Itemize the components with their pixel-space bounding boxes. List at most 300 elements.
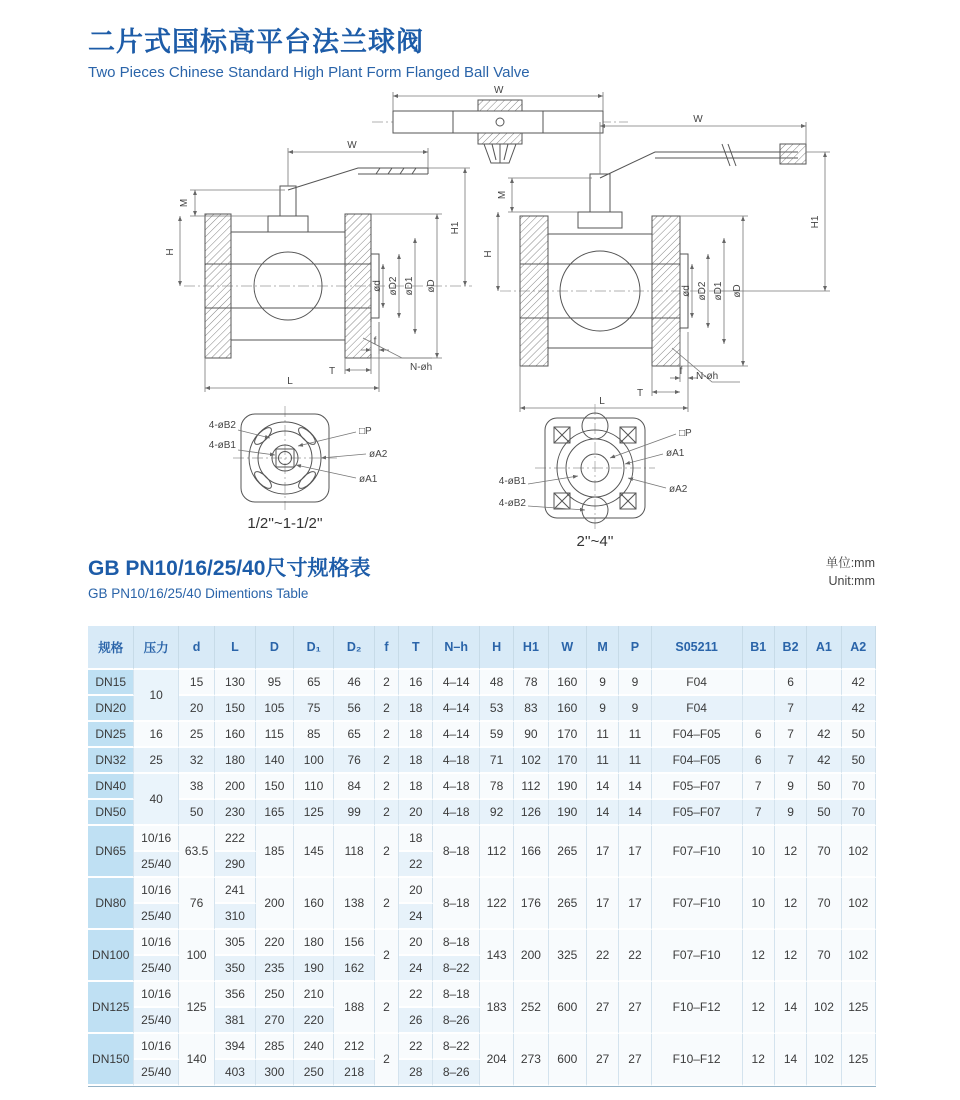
table-cell: 6 — [743, 722, 775, 748]
table-cell: 50 — [842, 748, 876, 774]
table-cell: 2 — [375, 748, 399, 774]
table-cell: 2 — [375, 722, 399, 748]
table-cell: 20 — [399, 800, 433, 826]
section-header — [88, 552, 370, 601]
table-cell: 600 — [549, 1034, 587, 1086]
table-cell: 25/40 — [134, 852, 178, 878]
table-cell: DN15 — [88, 670, 134, 696]
table-cell: 143 — [480, 930, 514, 982]
table-row — [88, 826, 876, 852]
table-cell: 200 — [215, 774, 255, 800]
table-cell: 8–18 — [433, 826, 479, 878]
table-cell: 18 — [399, 696, 433, 722]
column-header: H1 — [514, 626, 548, 670]
column-header: 压力 — [134, 626, 178, 670]
table-cell: 305 — [215, 930, 255, 956]
table-cell: 190 — [549, 800, 587, 826]
table-cell: 188 — [334, 982, 374, 1034]
table-cell: 10 — [134, 670, 178, 722]
table-cell: 24 — [399, 904, 433, 930]
table-cell: 2 — [375, 774, 399, 800]
table-cell: 105 — [256, 696, 294, 722]
technical-drawings — [80, 86, 880, 548]
page-header — [88, 20, 530, 81]
dim-label-m: M — [497, 190, 508, 200]
table-cell: 18 — [399, 722, 433, 748]
table-cell: 83 — [514, 696, 548, 722]
table-cell: 42 — [807, 722, 841, 748]
table-cell: 14 — [587, 800, 619, 826]
table-cell: 18 — [399, 826, 433, 852]
table-cell: 222 — [215, 826, 255, 852]
dim-label-w: W — [494, 86, 504, 96]
table-cell: 11 — [619, 722, 651, 748]
table-cell: 8–26 — [433, 1060, 479, 1086]
table-cell: 218 — [334, 1060, 374, 1086]
flange-view-small-drawing — [209, 406, 388, 532]
table-cell: 75 — [294, 696, 334, 722]
table-cell: 403 — [215, 1060, 255, 1086]
table-cell: 183 — [480, 982, 514, 1034]
table-cell: 76 — [179, 878, 215, 930]
column-header: B2 — [775, 626, 807, 670]
table-cell: 9 — [587, 696, 619, 722]
table-cell: F05–F07 — [652, 800, 743, 826]
table-cell: 165 — [256, 800, 294, 826]
table-cell: 176 — [514, 878, 548, 930]
table-cell: 90 — [514, 722, 548, 748]
table-cell: F10–F12 — [652, 982, 743, 1034]
table-cell: 240 — [294, 1034, 334, 1060]
table-cell: DN65 — [88, 826, 134, 878]
table-cell: 265 — [549, 826, 587, 878]
dim-label-w: W — [693, 114, 703, 125]
unit-note-zh: 单位:mm — [825, 556, 875, 570]
table-cell: 25/40 — [134, 904, 178, 930]
flange-large-caption: 2''~4'' — [576, 533, 614, 548]
table-cell: 76 — [334, 748, 374, 774]
table-cell: 2 — [375, 696, 399, 722]
dim-label-od-flange: øD — [426, 279, 437, 293]
table-cell: F07–F10 — [652, 826, 743, 878]
dim-label-od: ød — [681, 285, 692, 297]
table-cell: 310 — [215, 904, 255, 930]
table-cell: 235 — [256, 956, 294, 982]
table-cell: F04–F05 — [652, 722, 743, 748]
table-cell: 50 — [179, 800, 215, 826]
table-cell: 22 — [399, 982, 433, 1008]
table-cell: 11 — [587, 748, 619, 774]
table-cell: 394 — [215, 1034, 255, 1060]
dim-label-od1: øD1 — [404, 276, 415, 296]
table-cell: DN20 — [88, 696, 134, 722]
table-cell: 250 — [256, 982, 294, 1008]
flange-label-b1: 4-øB1 — [208, 440, 236, 451]
dim-label-t: T — [636, 388, 644, 399]
table-cell: DN150 — [88, 1034, 134, 1086]
table-cell: 115 — [256, 722, 294, 748]
dim-label-w: W — [347, 140, 357, 151]
table-cell: 59 — [480, 722, 514, 748]
table-cell: DN25 — [88, 722, 134, 748]
table-cell: 2 — [375, 930, 399, 982]
table-cell: 70 — [807, 826, 841, 878]
table-cell: 230 — [215, 800, 255, 826]
table-cell: 70 — [842, 774, 876, 800]
table-cell: 27 — [587, 1034, 619, 1086]
handle-top-view-drawing — [372, 86, 628, 163]
table-cell: 204 — [480, 1034, 514, 1086]
table-cell: 27 — [619, 1034, 651, 1086]
table-cell: 7 — [775, 748, 807, 774]
table-cell: 252 — [514, 982, 548, 1034]
table-cell: 170 — [549, 748, 587, 774]
table-cell: 78 — [480, 774, 514, 800]
table-cell: 102 — [842, 930, 876, 982]
table-cell: 20 — [399, 930, 433, 956]
table-cell: 300 — [256, 1060, 294, 1086]
table-cell: 4–18 — [433, 800, 479, 826]
flange-label-b1: 4-øB1 — [498, 476, 526, 487]
table-cell — [743, 670, 775, 696]
column-header: 规格 — [88, 626, 134, 670]
table-cell: 42 — [807, 748, 841, 774]
table-cell: 10/16 — [134, 982, 178, 1008]
dim-label-od-flange: øD — [732, 284, 743, 298]
column-header: N–h — [433, 626, 479, 670]
table-cell: 150 — [256, 774, 294, 800]
table-cell: 112 — [514, 774, 548, 800]
table-cell: 25/40 — [134, 1060, 178, 1086]
table-cell: 4–14 — [433, 722, 479, 748]
spec-table-body — [88, 670, 876, 1086]
dim-label-h: H — [165, 248, 176, 256]
table-cell: 8–18 — [433, 878, 479, 930]
flange-label-a2: øA2 — [369, 449, 388, 460]
table-row — [88, 982, 876, 1008]
table-cell: 160 — [549, 696, 587, 722]
column-header: H — [480, 626, 514, 670]
table-cell: 71 — [480, 748, 514, 774]
table-cell: 12 — [775, 930, 807, 982]
table-cell: 4–14 — [433, 696, 479, 722]
table-cell: 84 — [334, 774, 374, 800]
table-cell: 122 — [480, 878, 514, 930]
dim-label-f: f — [679, 366, 683, 377]
unit-note — [826, 554, 875, 590]
table-cell: 85 — [294, 722, 334, 748]
table-cell: 9 — [619, 696, 651, 722]
table-cell: 27 — [619, 982, 651, 1034]
table-cell: 7 — [743, 774, 775, 800]
table-cell: 8–18 — [433, 982, 479, 1008]
table-cell: 28 — [399, 1060, 433, 1086]
table-cell: 4–18 — [433, 774, 479, 800]
table-cell: 92 — [480, 800, 514, 826]
table-cell: 25/40 — [134, 1008, 178, 1034]
table-cell: F07–F10 — [652, 878, 743, 930]
table-cell: 140 — [179, 1034, 215, 1086]
table-cell: DN40 — [88, 774, 134, 800]
table-cell: 10 — [743, 878, 775, 930]
table-cell: 100 — [179, 930, 215, 982]
dimensions-table — [88, 626, 876, 1087]
table-row — [88, 670, 876, 696]
table-cell: 17 — [619, 826, 651, 878]
table-cell: 6 — [743, 748, 775, 774]
flange-label-p: □P — [679, 428, 692, 439]
section-subtitle: GB PN10/16/25/40 Dimentions Table — [88, 586, 309, 601]
table-cell: 40 — [134, 774, 178, 826]
table-cell: F04 — [652, 670, 743, 696]
table-cell: 27 — [587, 982, 619, 1034]
table-cell — [807, 670, 841, 696]
column-header: B1 — [743, 626, 775, 670]
table-cell: 156 — [334, 930, 374, 956]
table-cell: 95 — [256, 670, 294, 696]
table-cell: 8–22 — [433, 956, 479, 982]
table-cell: 273 — [514, 1034, 548, 1086]
table-cell: 8–22 — [433, 1034, 479, 1060]
table-cell: 130 — [215, 670, 255, 696]
section-title: GB PN10/16/25/40尺寸规格表 — [88, 557, 371, 580]
dim-label-m: M — [179, 198, 190, 208]
table-cell: 10 — [743, 826, 775, 878]
table-cell: 38 — [179, 774, 215, 800]
table-cell: 25 — [179, 722, 215, 748]
table-cell: 16 — [399, 670, 433, 696]
table-cell: 7 — [743, 800, 775, 826]
table-cell: 2 — [375, 800, 399, 826]
table-cell: 46 — [334, 670, 374, 696]
table-cell: 17 — [587, 826, 619, 878]
table-cell: 220 — [256, 930, 294, 956]
flange-label-p: □P — [359, 426, 372, 437]
table-cell: 290 — [215, 852, 255, 878]
column-header: P — [619, 626, 651, 670]
table-cell: F04 — [652, 696, 743, 722]
table-cell: 14 — [775, 1034, 807, 1086]
table-cell: 99 — [334, 800, 374, 826]
table-cell: 26 — [399, 1008, 433, 1034]
table-cell: 53 — [480, 696, 514, 722]
table-cell: 125 — [179, 982, 215, 1034]
table-cell: DN80 — [88, 878, 134, 930]
flange-small-caption: 1/2''~1-1/2'' — [247, 515, 323, 532]
table-row — [88, 748, 876, 774]
table-cell: 10/16 — [134, 878, 178, 904]
table-cell: 65 — [294, 670, 334, 696]
table-cell: 2 — [375, 826, 399, 878]
table-cell: 125 — [842, 1034, 876, 1086]
table-cell: 170 — [549, 722, 587, 748]
table-cell: 14 — [587, 774, 619, 800]
table-cell — [743, 696, 775, 722]
table-cell: 160 — [215, 722, 255, 748]
table-cell: 20 — [179, 696, 215, 722]
table-row — [88, 696, 876, 722]
table-cell: 12 — [743, 982, 775, 1034]
table-cell: 126 — [514, 800, 548, 826]
table-cell: 20 — [399, 878, 433, 904]
dim-label-od: ød — [372, 280, 383, 292]
table-cell: 166 — [514, 826, 548, 878]
table-cell: 350 — [215, 956, 255, 982]
table-cell: 185 — [256, 826, 294, 878]
table-cell: 381 — [215, 1008, 255, 1034]
table-cell: F07–F10 — [652, 930, 743, 982]
table-cell: 22 — [399, 1034, 433, 1060]
table-cell: 112 — [480, 826, 514, 878]
table-cell: 162 — [334, 956, 374, 982]
column-header: f — [375, 626, 399, 670]
table-cell: 2 — [375, 670, 399, 696]
column-header: M — [587, 626, 619, 670]
table-cell: 212 — [334, 1034, 374, 1060]
table-cell: 2 — [375, 1034, 399, 1086]
table-cell: 241 — [215, 878, 255, 904]
flange-label-b2: 4-øB2 — [498, 498, 526, 509]
table-cell: 9 — [775, 800, 807, 826]
dimensions-table-wrap — [88, 626, 876, 1087]
table-cell: 12 — [743, 1034, 775, 1086]
table-cell: 63.5 — [179, 826, 215, 878]
dim-label-n-oh: N-øh — [410, 362, 433, 373]
table-cell: 50 — [807, 774, 841, 800]
table-cell: 138 — [334, 878, 374, 930]
table-cell: DN125 — [88, 982, 134, 1034]
table-row — [88, 774, 876, 800]
flange-label-b2: 4-øB2 — [208, 420, 236, 431]
table-cell: 160 — [549, 670, 587, 696]
table-cell: 102 — [807, 982, 841, 1034]
table-cell: 78 — [514, 670, 548, 696]
valve-drawing-svg — [80, 86, 880, 548]
table-cell: 110 — [294, 774, 334, 800]
table-cell: 11 — [587, 722, 619, 748]
table-cell: 10/16 — [134, 1034, 178, 1060]
table-cell: 2 — [375, 878, 399, 930]
column-header: W — [549, 626, 587, 670]
table-cell: 102 — [807, 1034, 841, 1086]
dim-label-f: f — [373, 336, 377, 347]
dim-label-n-oh: N-øh — [696, 371, 719, 382]
table-cell: 16 — [134, 722, 178, 748]
table-cell: 9 — [619, 670, 651, 696]
table-cell: 48 — [480, 670, 514, 696]
dim-label-h1: H1 — [810, 215, 821, 229]
table-cell: 102 — [842, 826, 876, 878]
valve-front-view-small-drawing — [165, 140, 472, 392]
table-cell: 600 — [549, 982, 587, 1034]
table-cell: 102 — [514, 748, 548, 774]
table-cell: 25 — [134, 748, 178, 774]
table-cell: 160 — [294, 878, 334, 930]
table-cell: 250 — [294, 1060, 334, 1086]
column-header: T — [399, 626, 433, 670]
dim-label-h: H — [483, 250, 494, 258]
table-cell: 6 — [775, 670, 807, 696]
table-cell: 24 — [399, 956, 433, 982]
column-header: D — [256, 626, 294, 670]
table-cell: 25/40 — [134, 956, 178, 982]
table-cell: 285 — [256, 1034, 294, 1060]
table-cell: 145 — [294, 826, 334, 878]
table-cell: 12 — [743, 930, 775, 982]
table-cell: 70 — [807, 878, 841, 930]
table-cell: 265 — [549, 878, 587, 930]
table-cell: 325 — [549, 930, 587, 982]
table-cell: 18 — [399, 748, 433, 774]
page-subtitle: Two Pieces Chinese Standard High Plant Form Flanged Ball Valve — [88, 64, 530, 81]
table-cell: 42 — [842, 696, 876, 722]
flange-label-a2: øA2 — [669, 484, 688, 495]
table-cell: 125 — [842, 982, 876, 1034]
table-cell: F05–F07 — [652, 774, 743, 800]
table-cell: 17 — [587, 878, 619, 930]
column-header: S05211 — [652, 626, 743, 670]
table-cell: 42 — [842, 670, 876, 696]
table-cell — [807, 696, 841, 722]
table-cell: DN32 — [88, 748, 134, 774]
table-cell: 7 — [775, 722, 807, 748]
table-cell: 2 — [375, 982, 399, 1034]
column-header: L — [215, 626, 255, 670]
table-cell: F10–F12 — [652, 1034, 743, 1086]
table-cell: 10/16 — [134, 826, 178, 852]
table-cell: 100 — [294, 748, 334, 774]
table-cell: DN50 — [88, 800, 134, 826]
table-cell: 200 — [514, 930, 548, 982]
page-title: 二片式国标高平台法兰球阀 — [88, 27, 424, 57]
table-cell: 180 — [215, 748, 255, 774]
table-cell: 70 — [807, 930, 841, 982]
flange-label-a1: øA1 — [666, 448, 685, 459]
table-cell: 14 — [775, 982, 807, 1034]
table-cell: 8–26 — [433, 1008, 479, 1034]
spec-table-header-row — [88, 626, 876, 670]
flange-label-a1: øA1 — [359, 474, 378, 485]
column-header: D₁ — [294, 626, 334, 670]
column-header: A2 — [842, 626, 876, 670]
dim-label-l: L — [599, 396, 605, 407]
table-cell: DN100 — [88, 930, 134, 982]
column-header: D₂ — [334, 626, 374, 670]
table-cell: 18 — [399, 774, 433, 800]
table-cell: 9 — [587, 670, 619, 696]
table-cell: 200 — [256, 878, 294, 930]
table-cell: 180 — [294, 930, 334, 956]
valve-front-view-large-drawing — [483, 114, 830, 412]
table-cell: 17 — [619, 878, 651, 930]
table-cell: 12 — [775, 826, 807, 878]
table-cell: 9 — [775, 774, 807, 800]
table-cell: 102 — [842, 878, 876, 930]
table-cell: 4–14 — [433, 670, 479, 696]
table-cell: 4–18 — [433, 748, 479, 774]
unit-note-en: Unit:mm — [828, 574, 875, 589]
dim-label-od2: øD2 — [388, 276, 399, 296]
table-cell: 118 — [334, 826, 374, 878]
dim-label-od2: øD2 — [697, 281, 708, 301]
table-cell: 7 — [775, 696, 807, 722]
table-cell: 14 — [619, 800, 651, 826]
table-cell: 140 — [256, 748, 294, 774]
table-row — [88, 800, 876, 826]
table-cell: 70 — [842, 800, 876, 826]
table-cell: 11 — [619, 748, 651, 774]
table-cell: 270 — [256, 1008, 294, 1034]
